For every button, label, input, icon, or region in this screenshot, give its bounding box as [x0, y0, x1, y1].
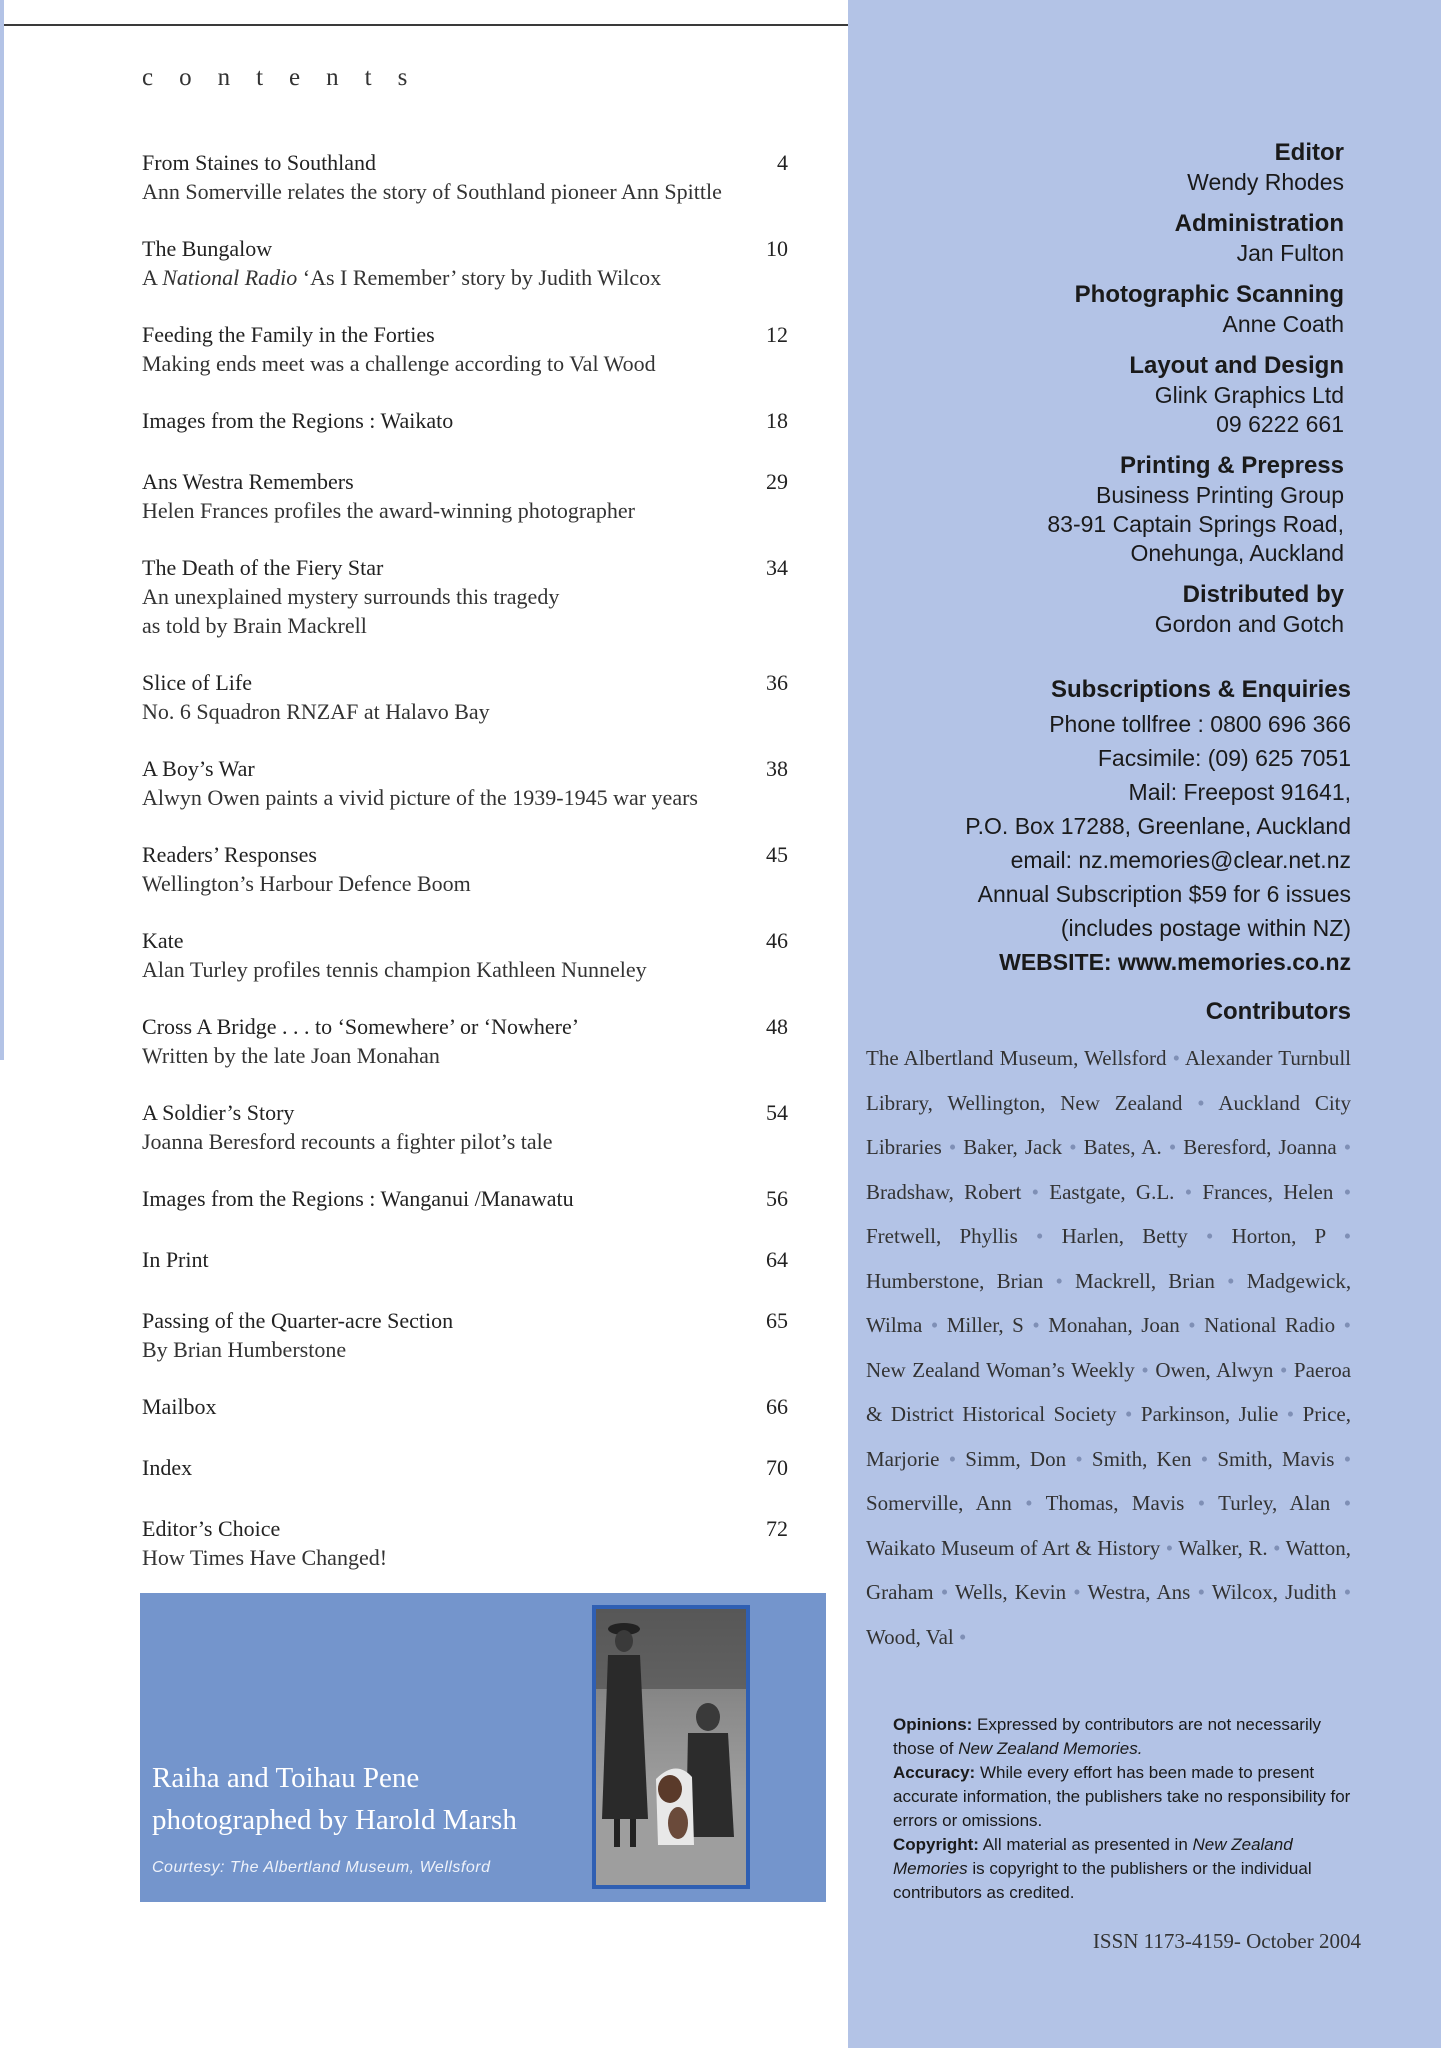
subscriptions-label: Subscriptions & Enquiries [1050, 676, 1351, 703]
toc-entry-page: 45 [766, 842, 788, 867]
bullet-separator: • [1168, 1135, 1177, 1159]
photo-caption [152, 1757, 517, 1841]
credit-group [1047, 209, 1344, 268]
toc-entry[interactable] [142, 926, 792, 984]
accuracy-text: While every effort has been made to present accurate information, the publishers take no responsibility for errors or omissions. [893, 1763, 1351, 1830]
credit-value: 09 6222 661 [1216, 411, 1344, 437]
bullet-separator: • [1184, 1179, 1193, 1204]
bullet-separator: • [1031, 1179, 1039, 1204]
bullet-separator: • [959, 1624, 967, 1649]
bullet-separator: • [1197, 1491, 1206, 1515]
bullet-separator: • [1032, 1313, 1040, 1337]
toc-entry[interactable] [142, 1453, 792, 1482]
bullet-separator: • [1343, 1446, 1352, 1471]
contributor-name: Somerville, Ann [866, 1491, 1012, 1515]
bullet-separator: • [1343, 1491, 1352, 1515]
copyright-label: Copyright: [893, 1835, 979, 1854]
toc-entry[interactable] [142, 148, 792, 206]
contributor-name: Horton, P [1231, 1224, 1326, 1248]
credit-group [1047, 451, 1344, 568]
contributor-name: Madgewick, Wilma [866, 1268, 1352, 1337]
credit-label: Administration [1174, 210, 1344, 237]
toc-entry[interactable] [142, 1514, 792, 1572]
contributor-name: Watton, Graham [866, 1535, 1352, 1604]
toc-entry-desc: No. 6 Squadron RNZAF at Halavo Bay [142, 699, 490, 724]
contributor-name: Harlen, Betty [1061, 1224, 1188, 1248]
toc-entry-page: 46 [766, 928, 788, 953]
bullet-separator: • [940, 1580, 949, 1604]
credit-value: Glink Graphics Ltd [1154, 382, 1344, 408]
bullet-separator: • [948, 1135, 957, 1159]
caption-line-2: photographed by Harold Marsh [152, 1804, 517, 1836]
bullet-separator: • [1125, 1402, 1133, 1426]
contributor-name: Beresford, Joanna [1183, 1135, 1337, 1159]
toc-entry-desc: Alan Turley profiles tennis champion Kathleen Nunneley [142, 957, 647, 982]
contributor-name: Frances, Helen [1202, 1179, 1334, 1204]
contributor-name: New Zealand Woman’s Weekly [866, 1357, 1135, 1382]
toc-entry-page: 56 [766, 1186, 788, 1211]
toc-entry[interactable] [142, 754, 792, 812]
bullet-separator: • [1165, 1535, 1174, 1560]
toc-entry[interactable] [142, 467, 792, 525]
credit-group [1047, 580, 1344, 639]
top-rule [0, 24, 848, 26]
toc-entry-title: Mailbox [142, 1394, 217, 1419]
bullet-separator: • [1286, 1402, 1295, 1426]
bullet-separator: • [1200, 1446, 1209, 1471]
toc-entry[interactable] [142, 1306, 792, 1364]
toc-entry-page: 48 [766, 1014, 788, 1039]
credit-value: Anne Coath [1222, 311, 1344, 337]
contributor-name: Waikato Museum of Art & History [866, 1535, 1161, 1560]
toc-entry-desc: How Times Have Changed! [142, 1545, 388, 1570]
contributor-name: Smith, Mavis [1217, 1446, 1335, 1471]
contributors-heading: Contributors [1205, 998, 1351, 1025]
toc-entry-title: A Boy’s War [142, 756, 255, 781]
photo-panel [140, 1593, 826, 1902]
toc-entry-desc: Helen Frances profiles the award-winning photographer [142, 498, 636, 523]
contributor-name: The Albertland Museum, Wellsford [866, 1046, 1167, 1070]
contributor-name: Alexander Turnbull Library, Wellington, New Zealand [866, 1046, 1352, 1115]
bullet-separator: • [1073, 1580, 1081, 1604]
toc-entry-page: 12 [766, 322, 788, 347]
credit-value: Jan Fulton [1236, 240, 1344, 266]
bullet-separator: • [1343, 1580, 1352, 1604]
copyright-text: All material as presented in [978, 1835, 1193, 1854]
accuracy-label: Accuracy: [893, 1763, 976, 1782]
toc-entry-title: Cross A Bridge . . . to ‘Somewhere’ or ‘Nowhere’ [142, 1014, 580, 1039]
contributor-name: Bradshaw, Robert [866, 1179, 1022, 1204]
table-of-contents [142, 148, 792, 1600]
toc-entry-desc: An unexplained mystery surrounds this tragedy [142, 584, 560, 609]
toc-entry[interactable] [142, 553, 792, 640]
toc-entry-desc: Making ends meet was a challenge according to Val Wood [142, 351, 656, 376]
toc-entry-title: In Print [142, 1247, 209, 1272]
toc-entry-desc: as told by Brain Mackrell [142, 613, 367, 638]
toc-entry-page: 54 [766, 1100, 788, 1125]
bullet-separator: • [1343, 1135, 1352, 1159]
contributor-name: Fretwell, Phyllis [866, 1224, 1018, 1248]
historic-photo [596, 1609, 746, 1885]
contributor-name: Wood, Val [866, 1624, 954, 1649]
bullet-separator: • [1197, 1090, 1205, 1115]
contributor-name: Eastgate, G.L. [1049, 1179, 1175, 1204]
legal-notes [893, 1713, 1353, 1905]
bullet-separator: • [1205, 1224, 1214, 1248]
credit-label: Printing & Prepress [1119, 452, 1344, 479]
toc-entry-title: Images from the Regions : Waikato [142, 408, 454, 433]
credit-label: Editor [1274, 139, 1344, 166]
subscription-line: email: nz.memories@clear.net.nz [1010, 847, 1351, 873]
toc-entry-page: 70 [766, 1455, 788, 1480]
toc-entry-title: The Bungalow [142, 236, 273, 261]
bullet-separator: • [1069, 1135, 1077, 1159]
bullet-separator: • [1141, 1357, 1149, 1382]
toc-entry-page: 38 [766, 756, 788, 781]
toc-entry-page: 34 [766, 555, 788, 580]
toc-entry-desc [142, 263, 792, 292]
toc-entry-page: 4 [777, 150, 788, 175]
contributor-name: Simm, Don [965, 1446, 1067, 1471]
contributor-name: Owen, Alwyn [1155, 1357, 1274, 1382]
credit-label: Photographic Scanning [1074, 281, 1344, 308]
opinions-italic: New Zealand Memories. [958, 1739, 1143, 1758]
credit-group [1047, 138, 1344, 197]
credit-label: Distributed by [1182, 581, 1344, 608]
toc-entry-desc: Ann Somerville relates the story of Southland pioneer Ann Spittle [142, 179, 722, 204]
copyright-text-2: is copyright to the publishers or the individual contributors as credited. [893, 1859, 1312, 1902]
toc-entry-title: From Staines to Southland [142, 150, 377, 175]
toc-entry-page: 65 [766, 1308, 788, 1333]
credit-group [1047, 351, 1344, 439]
opinions-label: Opinions: [893, 1715, 973, 1734]
contributor-name: Turley, Alan [1218, 1491, 1331, 1515]
contributor-name: Wells, Kevin [955, 1580, 1067, 1604]
bullet-separator: • [930, 1313, 939, 1337]
credit-value: Business Printing Group [1095, 482, 1344, 508]
toc-entry-desc: Alwyn Owen paints a vivid picture of the 1939-1945 war years [142, 785, 698, 810]
bullet-separator: • [1343, 1313, 1352, 1337]
contributor-name: Miller, S [946, 1313, 1024, 1337]
toc-entry-title: A Soldier’s Story [142, 1100, 295, 1125]
credit-label: Layout and Design [1129, 352, 1344, 379]
accuracy-note [893, 1761, 1353, 1833]
subscriptions-block [965, 673, 1351, 979]
contributor-name: Mackrell, Brian [1075, 1268, 1215, 1293]
toc-desc-part: National Radio [162, 265, 298, 290]
toc-desc-part: ‘As I Remember’ story by Judith Wilcox [297, 265, 662, 290]
bullet-separator: • [1025, 1491, 1033, 1515]
credit-value: Wendy Rhodes [1187, 169, 1344, 195]
subscription-line: Facsimile: (09) 625 7051 [1097, 745, 1351, 771]
toc-entry[interactable] [142, 1012, 792, 1070]
copyright-note [893, 1833, 1353, 1905]
toc-entry-desc: By Brian Humberstone [142, 1337, 347, 1362]
staff-credits [1047, 138, 1344, 651]
contributor-name: Paeroa & District Historical Society [866, 1357, 1352, 1426]
bullet-separator: • [1343, 1224, 1352, 1248]
bullet-separator: • [1279, 1357, 1288, 1382]
toc-entry[interactable] [142, 406, 792, 435]
contributor-name: Parkinson, Julie [1140, 1402, 1279, 1426]
toc-entry-title: Kate [142, 928, 184, 953]
toc-entry[interactable] [142, 840, 792, 898]
toc-entry-page: 66 [766, 1394, 788, 1419]
issn-line: ISSN 1173-4159- October 2004 [1092, 1929, 1361, 1953]
subscription-line: Mail: Freepost 91641, [1128, 779, 1351, 805]
contributor-name: Wilcox, Judith [1211, 1580, 1337, 1604]
toc-entry-title: Readers’ Responses [142, 842, 317, 867]
caption-line-1: Raiha and Toihau Pene [152, 1762, 420, 1794]
toc-entry-page: 64 [766, 1247, 788, 1272]
subscriptions-lines [965, 707, 1351, 945]
contributor-name: Price, Marjorie [866, 1402, 1352, 1471]
toc-entry[interactable] [142, 668, 792, 726]
photo-courtesy: Courtesy: The Albertland Museum, Wellsford [152, 1859, 491, 1876]
credit-value: Gordon and Gotch [1154, 611, 1344, 637]
credit-group [1047, 280, 1344, 339]
toc-entry-page: 72 [766, 1516, 788, 1541]
opinions-text: Expressed by contributors are not necessarily those of [893, 1715, 1321, 1758]
toc-entry[interactable] [142, 320, 792, 378]
bullet-separator: • [1036, 1224, 1044, 1248]
bullet-separator: • [1227, 1268, 1235, 1293]
contributor-name: Auckland City Libraries [866, 1090, 1351, 1159]
subscription-line: (includes postage within NZ) [1060, 915, 1351, 941]
subscription-line: P.O. Box 17288, Greenlane, Auckland [965, 813, 1351, 839]
subscription-line: Annual Subscription $59 for 6 issues [977, 881, 1351, 907]
contributor-name: Humberstone, Brian [866, 1268, 1044, 1293]
contents-heading: contents [142, 64, 434, 91]
bullet-separator: • [1075, 1446, 1083, 1471]
toc-entry-desc: Written by the late Joan Monahan [142, 1043, 440, 1068]
opinions-note [893, 1713, 1353, 1761]
toc-entry-title: Passing of the Quarter-acre Section [142, 1308, 454, 1333]
bullet-separator: • [1343, 1179, 1352, 1204]
website-link[interactable]: WEBSITE: www.memories.co.nz [999, 949, 1351, 975]
toc-entry-title: The Death of the Fiery Star [142, 555, 384, 580]
toc-entry-desc: Wellington’s Harbour Defence Boom [142, 871, 471, 896]
toc-entry[interactable] [142, 1184, 792, 1213]
photo-frame [592, 1605, 750, 1889]
contributor-name: Bates, A. [1083, 1135, 1162, 1159]
contributor-name: Westra, Ans [1087, 1580, 1191, 1604]
toc-entry[interactable] [142, 1098, 792, 1156]
contributor-name: Thomas, Mavis [1045, 1491, 1185, 1515]
subscription-line: Phone tollfree : 0800 696 366 [1049, 711, 1351, 737]
contributor-name: National Radio [1204, 1313, 1336, 1337]
bullet-separator: • [948, 1446, 957, 1471]
bullet-separator: • [1172, 1046, 1180, 1070]
contributor-name: Baker, Jack [963, 1135, 1063, 1159]
credit-value: Onehunga, Auckland [1130, 540, 1344, 566]
toc-entry-page: 10 [766, 236, 788, 261]
toc-desc-part: A [142, 265, 163, 290]
bullet-separator: • [1188, 1313, 1196, 1337]
toc-entry-page: 18 [766, 408, 788, 433]
bullet-separator: • [1273, 1535, 1281, 1560]
bullet-separator: • [1197, 1580, 1205, 1604]
toc-entry-title: Ans Westra Remembers [142, 469, 354, 494]
credit-value: 83-91 Captain Springs Road, [1047, 511, 1344, 537]
left-color-strip [0, 0, 4, 1060]
toc-entry-desc: Joanna Beresford recounts a fighter pilot’s tale [142, 1129, 553, 1154]
toc-entry-page: 29 [766, 469, 788, 494]
toc-entry[interactable] [142, 234, 792, 292]
toc-entry-title: Feeding the Family in the Forties [142, 322, 435, 347]
toc-entry[interactable] [142, 1392, 792, 1421]
bullet-separator: • [1055, 1268, 1063, 1293]
contributors-list [866, 1036, 1351, 1659]
copyright-italic: New Zealand Memories [893, 1835, 1293, 1878]
contributor-name: Walker, R. [1178, 1535, 1268, 1560]
toc-entry-title: Editor’s Choice [142, 1516, 281, 1541]
contributor-name: Smith, Ken [1091, 1446, 1192, 1471]
toc-entry-title: Index [142, 1455, 193, 1480]
toc-entry[interactable] [142, 1245, 792, 1274]
toc-entry-title: Slice of Life [142, 670, 252, 695]
toc-entry-title: Images from the Regions : Wanganui /Manawatu [142, 1186, 574, 1211]
contributor-name: Monahan, Joan [1048, 1313, 1180, 1337]
toc-entry-page: 36 [766, 670, 788, 695]
